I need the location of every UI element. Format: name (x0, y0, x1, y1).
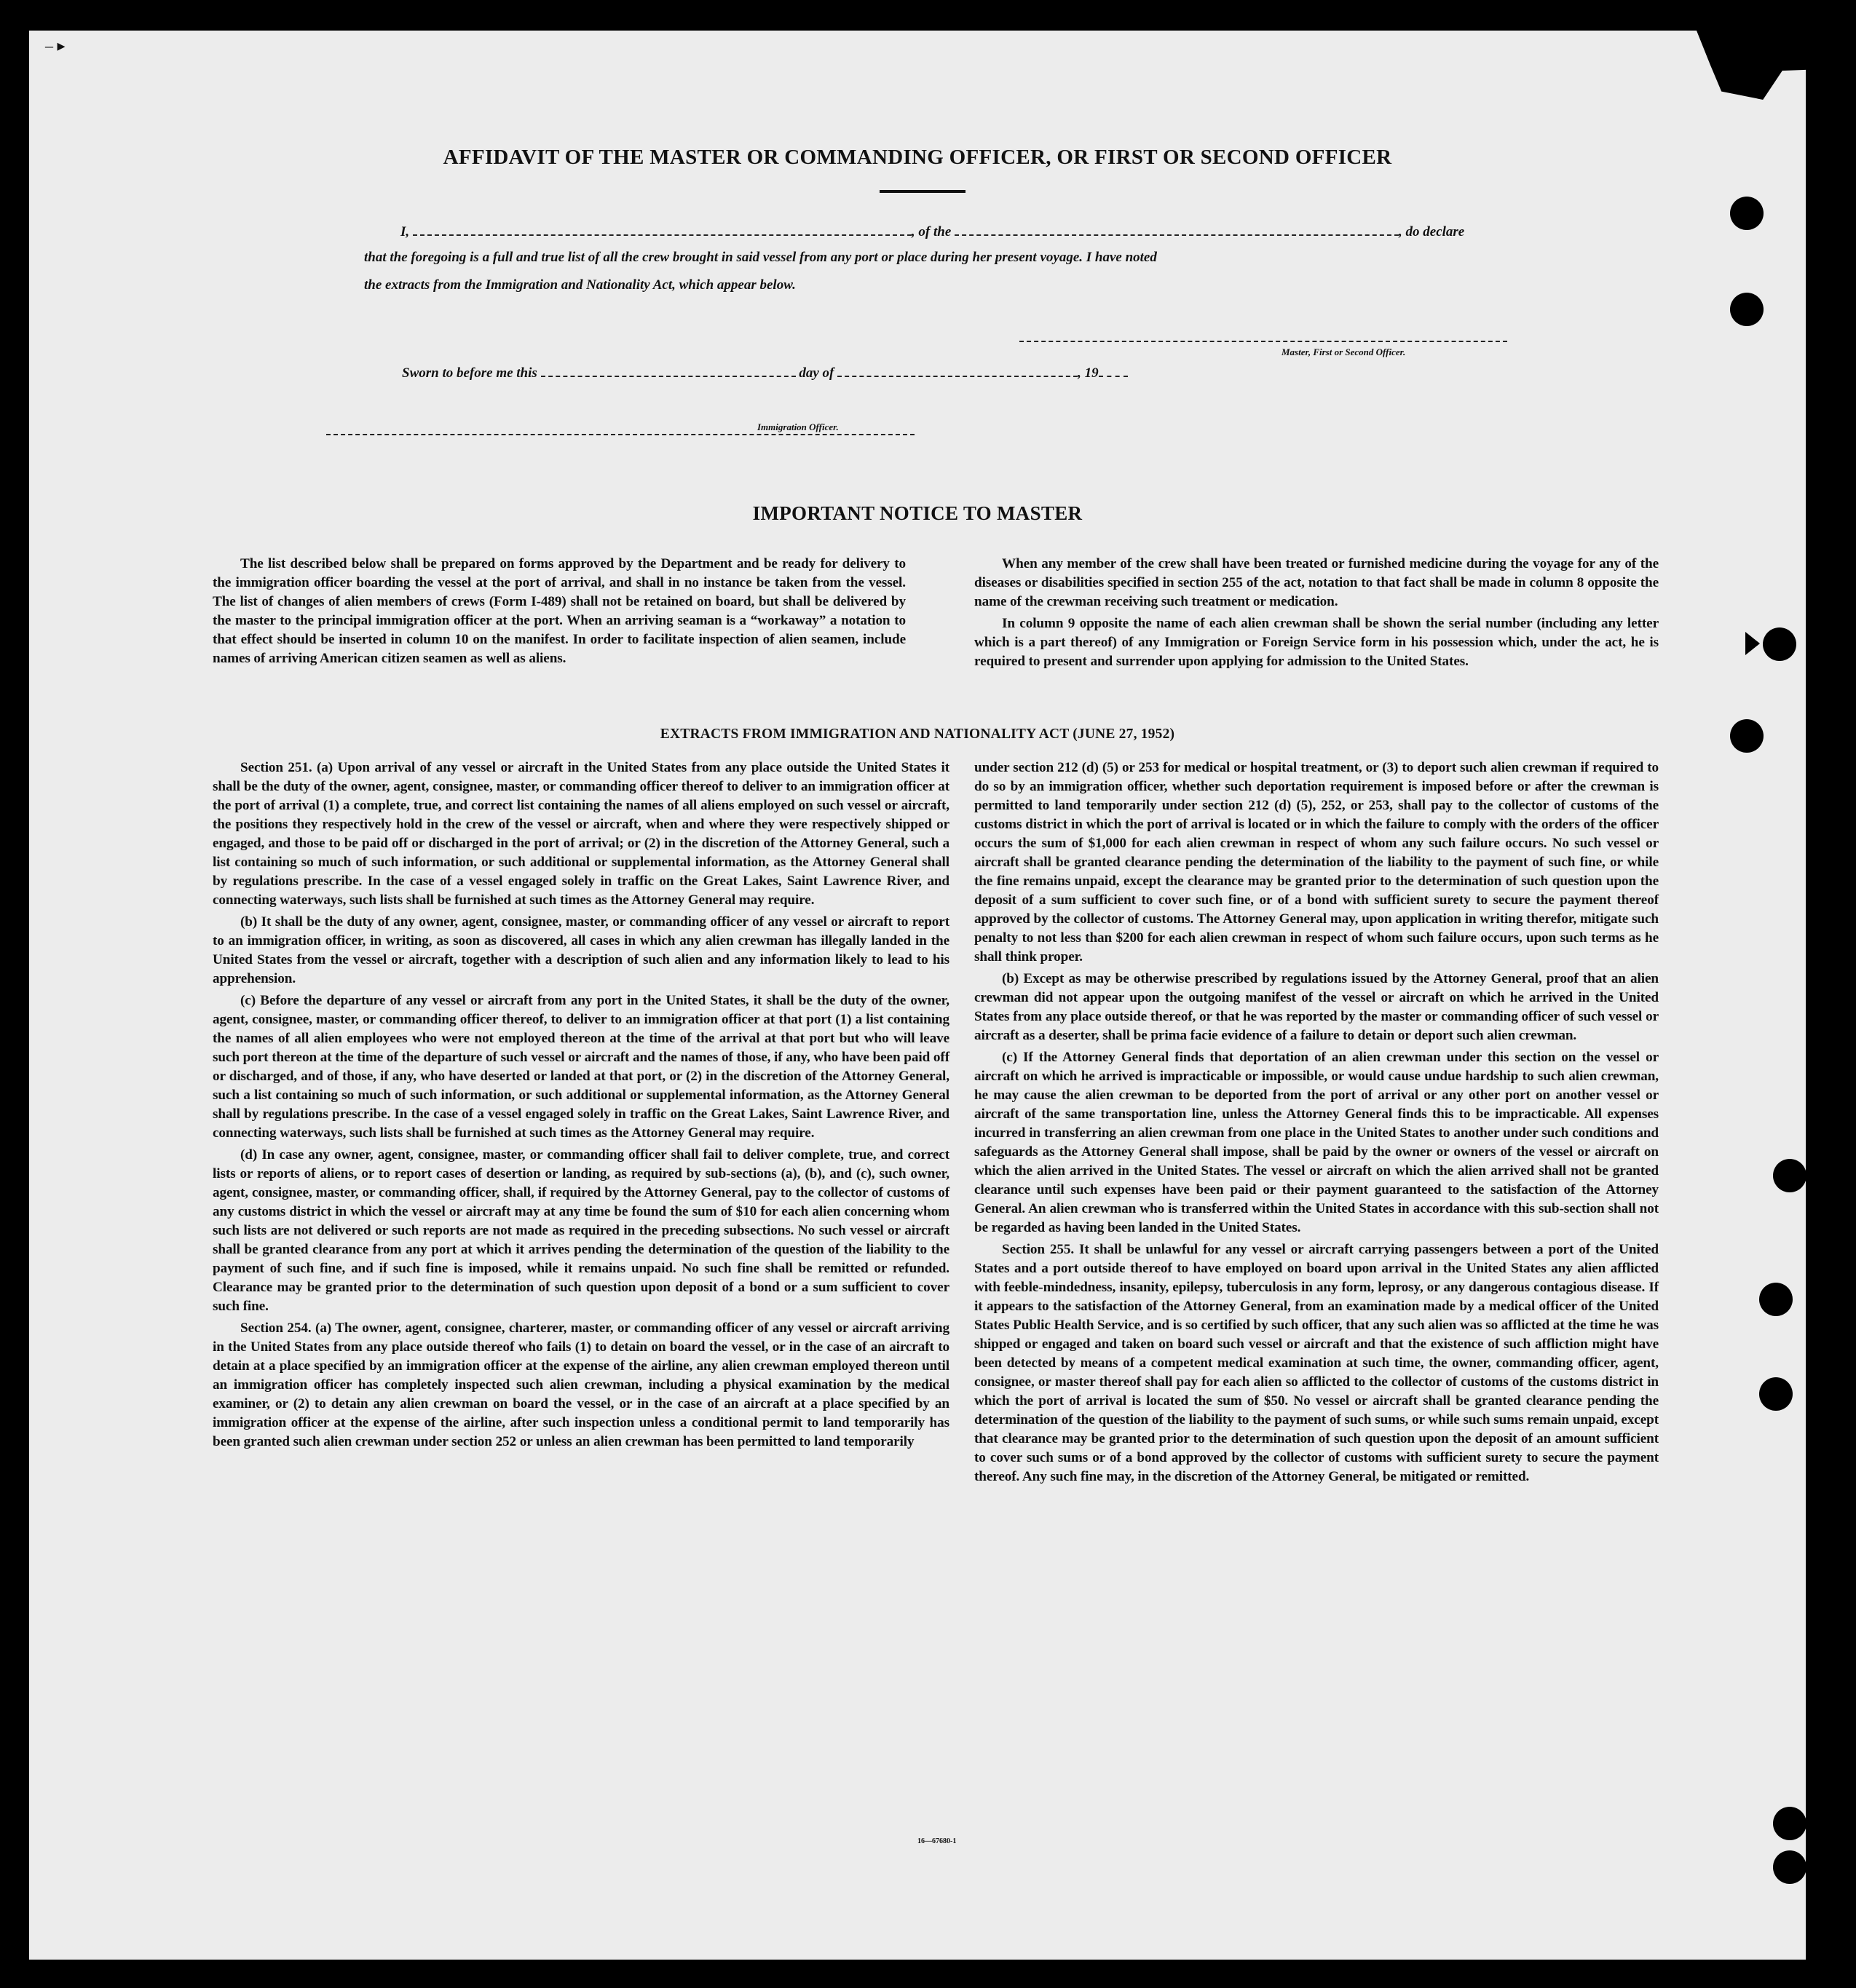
master-signature-field[interactable] (1019, 330, 1507, 345)
officer-caption: Immigration Officer. (757, 421, 839, 432)
binder-hole (1773, 1807, 1806, 1840)
extracts-right-column (974, 759, 1659, 1489)
day-of-label: day of (799, 365, 834, 381)
binder-hole (1759, 1377, 1793, 1411)
sworn-label: Sworn to before me this (402, 365, 537, 381)
declaration-line-3: the extracts from the Immigration and Nationality Act, which appear below. (364, 277, 796, 293)
binder-hole (1730, 293, 1764, 326)
torn-corner (1697, 31, 1806, 100)
extract-paragraph: Section 254. (a) The owner, agent, consignee, charterer, master, or commanding officer of any vessel or aircraft arriving in the United States from any place outside thereof who fails (1) to detain on board the vessel, or in the case of an aircraft to detain at a place specified by an immigration officer at the expense of the airline, any alien crewman employed thereon until an immigration officer has completely inspected such alien crewman, including a physical examination by the medical examiner, or (2) to detain any alien crewman on board the vessel, or in the case of an aircraft at a place specified by an immigration officer at the expense of the airline, after such inspection unless a conditional permit to land temporarily has been granted such alien crewman under section 252 or unless an alien crewman has been permitted to land temporarily (213, 1320, 949, 1449)
extracts-left-column (213, 759, 949, 1454)
notice-paragraph: The list described below shall be prepared on forms approved by the Department and be ready for delivery to the immigration officer boarding the vessel at the port of arrival, and shall in no instance be taken from the vessel. The list of changes of alien members of crews (Form I-489) shall not be retained on board, but shall be delivered by the master to the principal immigration officer at the port. When an arriving seaman is a “workaway” a notation to that effect should be inserted in column 10 on the manifest. In order to facilitate inspection of alien seamen, include names of arriving American citizen seamen as well as aliens. (213, 556, 906, 666)
scan-mark: ‒ ▸ (45, 36, 66, 55)
extract-paragraph: (b) It shall be the duty of any owner, agent, consignee, master, or commanding officer of any vessel or aircraft to report to an immigration officer, in writing, as soon as discovered, all cases in which any alien crewman has illegally landed in the United States from the vessel or aircraft, together with a description of such alien and any information likely to lead to his apprehension. (213, 914, 949, 986)
extracts-title: EXTRACTS FROM IMMIGRATION AND NATIONALITY ACT (JUNE 27, 1952) (660, 726, 1175, 742)
vessel-name-field[interactable] (955, 224, 1399, 236)
extract-paragraph: Section 255. It shall be unlawful for any vessel or aircraft carrying passengers between a port of the United States and a port outside thereof to have employed on board upon arrival in the United States any alien afflicted with feeble-mindedness, insanity, epilepsy, tuberculosis in any form, leprosy, or any dangerous contagious disease. If it appears to the satisfaction of the Attorney General, from an examination made by a medical officer of the United States Public Health Service, and is so certified by such officer, that any such alien was so afflicted at the time he was shipped or engaged and taken on board such vessel or aircraft and that the existence of such affliction might have been detected by means of a competent medical examination at such time, the owner, commanding officer, agent, consignee, or master thereof shall pay for each alien so afflicted to the collector of customs of the customs district in which the port of arrival is located the sum of $50. No vessel or aircraft shall be granted clearance pending the determination of the question of the liability to the payment of such sums, or while such sums remain unpaid, except that clearance may be granted prior to the determination of such question upon the deposit of an amount sufficient to cover such sums or of a bond approved by the collector of customs with sufficient surety to secure the payment thereof. Any such fine may, in the discretion of the Attorney General, be mitigated or remitted. (974, 1242, 1659, 1484)
form-number: 16—67680-1 (917, 1837, 957, 1845)
notice-paragraph: When any member of the crew shall have been treated or furnished medicine during the voyage for any of the diseases or disabilities specified in section 255 of the act, notation to that fact shall be made in column 8 opposite the name of the crewman receiving such treatment or medication. (974, 556, 1659, 609)
arrow-marker-icon (1745, 632, 1760, 655)
extract-paragraph: (d) In case any owner, agent, consignee, master, or commanding officer shall fail to deliver complete, true, and correct lists or reports of aliens, or to report cases of desertion or landing, as required by sub-sections (a), (b), and (c), such owner, agent, consignee, master, or commanding officer, shall, if required by the Attorney General, pay to the collector of customs of any customs district in which the vessel or aircraft may at any time be found the sum of $10 for each alien concerning whom such lists are not delivered or such reports are not made as required in the preceding subsections. No such vessel or aircraft shall be granted clearance from any port at which it arrives pending the determination of the question of the liability to the payment of such fine, and if such fine is imposed, while it remains unpaid. No such fine shall be remitted or refunded. Clearance may be granted prior to the determination of such question upon deposit of a bond or a sum sufficient to cover such fine. (213, 1147, 949, 1314)
document-page (29, 31, 1806, 1960)
declare-of-the: , of the (911, 224, 952, 239)
declaration-line-2: that the foregoing is a full and true list of all the crew brought in said vessel from any port or place during her present voyage. I have noted (364, 250, 1157, 265)
notice-paragraph: In column 9 opposite the name of each alien crewman shall be shown the serial number (including any letter which is a part thereof) of any Immigration or Foreign Service form in his possession which, under the act, he is required to present and surrender upon applying for admission to the United States. (974, 616, 1659, 669)
title-rule (880, 190, 965, 193)
binder-hole (1773, 1850, 1806, 1884)
sworn-month-field[interactable] (837, 365, 1078, 377)
notice-right-column (974, 555, 1659, 674)
extract-paragraph: (c) Before the departure of any vessel or aircraft from any port in the United States, it shall be the duty of the owner, agent, consignee, master, or commanding officer thereof, to deliver to an immigration officer at that port (1) a list containing the names of all alien employees who were not employed thereon at the time of the arrival at that port but who will leave such port thereon at the time of the departure of such vessel or aircraft and the names of those, if any, who have been paid off or discharged, and of those, if any, who have deserted or landed at that port, or (2) in the discretion of the Attorney General, such a list containing so much of such information, or such additional or supplemental information, as the Attorney General shall by regulations prescribe. In the case of a vessel engaged solely in traffic on the Great Lakes, Saint Lawrence River, and connecting waterways, such lists shall be furnished at such times as the Attorney General may require. (213, 993, 949, 1141)
extract-paragraph: (b) Except as may be otherwise prescribed by regulations issued by the Attorney General, proof that an alien crewman did not appear upon the outgoing manifest of the vessel or aircraft on which he arrived in the United States from any place outside thereof, or that he was reported by the master or commanding officer of such vessel or aircraft as a deserter, shall be prima facie evidence of a failure to detain or deport such alien crewman. (974, 971, 1659, 1043)
binder-hole (1759, 1283, 1793, 1316)
declare-i: I, (400, 224, 410, 239)
sworn-year-field[interactable] (1099, 365, 1128, 377)
extract-paragraph: (c) If the Attorney General finds that deportation of an alien crewman under this section on the vessel or aircraft on which he arrived is impracticable or impossible, or would cause undue hardship to such alien crewman, he may cause the alien crewman to be deported from the port of arrival or any other port on another vessel or aircraft of the same transportation line, unless the Attorney General finds this to be impracticable. All expenses incurred in transferring an alien crewman from one place in the United States to another under such conditions and safeguards as the Attorney General shall impose, shall be paid by the owner or owners of the vessel or aircraft on which the alien arrived in the United States. The vessel or aircraft on which the alien arrived shall not be granted clearance until such expenses have been paid or their payment guaranteed to the satisfaction of the Attorney General. An alien crewman who is transferred within the United States in accordance with this sub-section shall not be regarded as having been landed in the United States. (974, 1050, 1659, 1235)
binder-hole (1773, 1159, 1806, 1192)
declaration-line-1 (400, 224, 1464, 239)
notice-left-column (213, 555, 906, 671)
extract-paragraph: Section 251. (a) Upon arrival of any vessel or aircraft in the United States from any place outside the United States it shall be the duty of the owner, agent, consignee, master, or commanding officer thereof to deliver to an immigration officer at the port of arrival (1) a complete, true, and correct list containing the names of all aliens employed on such vessel or aircraft, the positions they respectively hold in the crew of the vessel or aircraft, when and where they were respectively shipped or engaged, and those to be paid off or discharged in the port of arrival; or (2) in the discretion of the Attorney General, such a list containing so much of such information, or such additional or supplemental information, as the Attorney General shall by regulations prescribe. In the case of a vessel engaged solely in traffic on the Great Lakes, Saint Lawrence River, and connecting waterways, such lists shall be furnished at such times as the Attorney General may require. (213, 760, 949, 908)
declare-end: , do declare (1399, 224, 1465, 239)
binder-hole (1763, 627, 1796, 661)
sworn-line (402, 365, 1128, 380)
affidavit-title: AFFIDAVIT OF THE MASTER OR COMMANDING OFFICER, OR FIRST OR SECOND OFFICER (443, 146, 1392, 169)
notice-title: IMPORTANT NOTICE TO MASTER (752, 502, 1083, 524)
declarant-name-field[interactable] (413, 224, 912, 236)
master-caption: Master, First or Second Officer. (1282, 346, 1406, 357)
year-label: , 19 (1078, 365, 1099, 381)
sworn-day-field[interactable] (541, 365, 796, 377)
extract-paragraph: under section 212 (d) (5) or 253 for medical or hospital treatment, or (3) to deport such alien crewman if required to do so by an immigration officer, whether such deportation requirement is imposed before or after the crewman is permitted to land temporarily under section 212 (d) (5), 252, or 253, shall pay to the collector of customs of the customs district in which the port of arrival is located or in which the failure to comply with the orders of the officer occurs the sum of $1,000 for each alien crewman in respect of whom any such failure occurs. No such vessel or aircraft shall be granted clearance pending the determination of the liability to the payment of such fine, or while the fine remains unpaid, except the clearance may be granted prior to the determination of such question upon the deposit of a sum sufficient to cover such fine, or of a bond with sufficient surety to secure the payment thereof approved by the collector of customs. The Attorney General may, upon application in writing therefor, mitigate such penalty to not less than $200 for each alien crewman in respect of whom such failure occurs, upon such terms as he shall think proper. (974, 760, 1659, 965)
binder-hole (1730, 197, 1764, 230)
